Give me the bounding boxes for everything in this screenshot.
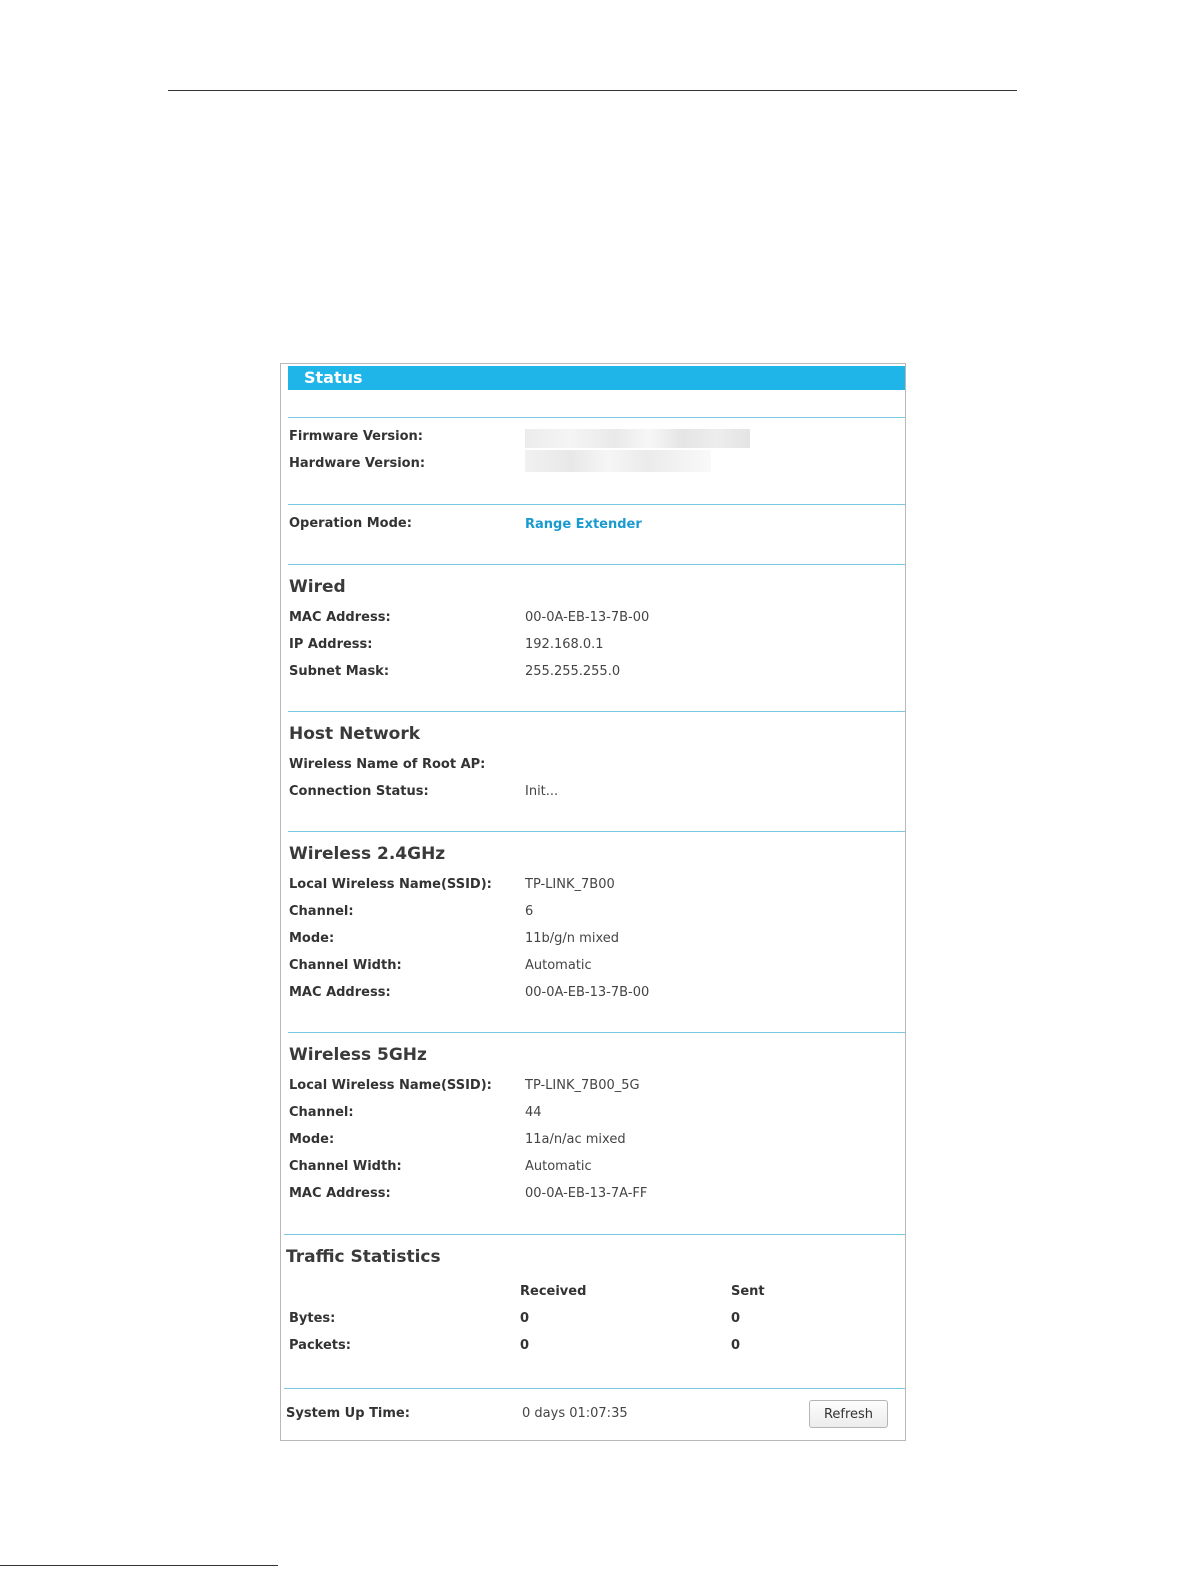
w5-channel-label: Channel: [289, 1105, 354, 1120]
wired-mac-label: MAC Address: [289, 610, 391, 625]
w24-channel-width-label: Channel Width: [289, 958, 402, 973]
w5-mac-value: 00-0A-EB-13-7A-FF [525, 1186, 648, 1201]
operation-mode-link[interactable]: Range Extender [525, 517, 642, 532]
page-top-rule [168, 90, 1017, 91]
connection-status-label: Connection Status: [289, 784, 429, 799]
section-divider [288, 711, 905, 712]
wired-subnet-value: 255.255.255.0 [525, 664, 621, 679]
w5-mode-value: 11a/n/ac mixed [525, 1132, 626, 1147]
section-divider [284, 1388, 905, 1389]
traffic-sent-header: Sent [731, 1284, 765, 1299]
wired-ip-value: 192.168.0.1 [525, 637, 604, 652]
panel-title: Status [288, 366, 905, 390]
section-divider [288, 504, 905, 505]
wired-mac-value: 00-0A-EB-13-7B-00 [525, 610, 650, 625]
section-divider [288, 564, 905, 565]
root-ap-name-label: Wireless Name of Root AP: [289, 757, 486, 772]
w24-ssid-value: TP-LINK_7B00 [525, 877, 615, 892]
packets-label: Packets: [289, 1338, 351, 1353]
wired-ip-label: IP Address: [289, 637, 373, 652]
refresh-button[interactable]: Refresh [809, 1400, 888, 1428]
w24-channel-value: 6 [525, 904, 534, 919]
system-uptime-value: 0 days 01:07:35 [522, 1406, 628, 1421]
wireless-5ghz-section-title: Wireless 5GHz [289, 1045, 427, 1065]
traffic-received-header: Received [520, 1284, 587, 1299]
bytes-sent-value: 0 [731, 1311, 741, 1326]
w24-mode-value: 11b/g/n mixed [525, 931, 619, 946]
w24-channel-width-value: Automatic [525, 958, 592, 973]
wired-subnet-label: Subnet Mask: [289, 664, 390, 679]
operation-mode-label: Operation Mode: [289, 516, 412, 531]
w5-mac-label: MAC Address: [289, 1186, 391, 1201]
w24-ssid-label: Local Wireless Name(SSID): [289, 877, 492, 892]
w24-channel-label: Channel: [289, 904, 354, 919]
section-divider [288, 417, 905, 418]
system-uptime-label: System Up Time: [286, 1406, 410, 1421]
hardware-version-label: Hardware Version: [289, 456, 426, 471]
w5-ssid-value: TP-LINK_7B00_5G [525, 1078, 640, 1093]
packets-received-value: 0 [520, 1338, 530, 1353]
w5-channel-width-value: Automatic [525, 1159, 592, 1174]
w5-mode-label: Mode: [289, 1132, 335, 1147]
host-network-section-title: Host Network [289, 724, 421, 744]
firmware-version-value-blurred [525, 429, 750, 448]
wireless-24ghz-section-title: Wireless 2.4GHz [289, 844, 446, 864]
traffic-statistics-section-title: Traffic Statistics [286, 1247, 441, 1267]
connection-status-value: Init... [525, 784, 559, 799]
w5-channel-width-label: Channel Width: [289, 1159, 402, 1174]
wired-section-title: Wired [289, 577, 346, 597]
firmware-version-label: Firmware Version: [289, 429, 423, 444]
section-divider [284, 1234, 905, 1235]
w24-mode-label: Mode: [289, 931, 335, 946]
section-divider [288, 831, 905, 832]
w24-mac-value: 00-0A-EB-13-7B-00 [525, 985, 650, 1000]
packets-sent-value: 0 [731, 1338, 741, 1353]
page-bottom-rule [0, 1565, 278, 1566]
w5-channel-value: 44 [525, 1105, 542, 1120]
status-panel [280, 363, 906, 1441]
w24-mac-label: MAC Address: [289, 985, 391, 1000]
bytes-label: Bytes: [289, 1311, 336, 1326]
hardware-version-value-blurred [525, 450, 711, 472]
bytes-received-value: 0 [520, 1311, 530, 1326]
section-divider [288, 1032, 905, 1033]
w5-ssid-label: Local Wireless Name(SSID): [289, 1078, 492, 1093]
